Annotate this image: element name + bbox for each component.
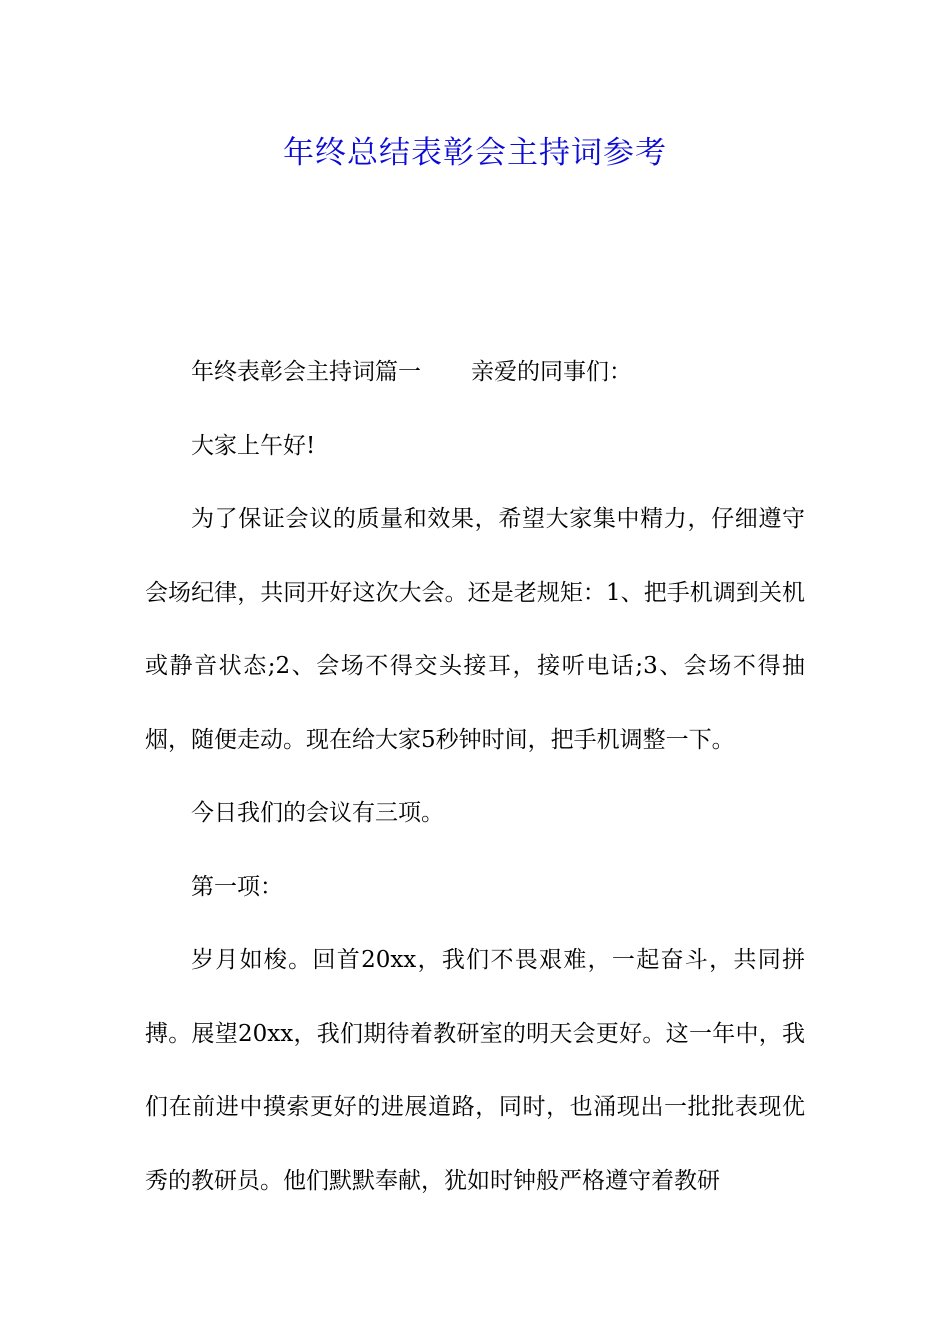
document-body — [145, 336, 805, 1218]
document-title: 年终总结表彰会主持词参考 — [283, 135, 667, 171]
section-heading: 年终表彰会主持词篇一 — [191, 359, 421, 385]
salutation: 亲爱的同事们： — [471, 359, 632, 385]
paragraph-item-one: 第一项： — [191, 873, 283, 900]
opening-line — [145, 336, 805, 410]
paragraph-rules: 为了保证会议的质量和效果，希望大家集中精力，仔细遵守会场纪律，共同开好这次大会。还是老规矩：1、把手机调到关机或静音状态;2、会场不得交头接耳，接听电话;3、会场不得抽烟，随便走动。现在给大家5秒钟时间，把手机调整一下。 — [145, 506, 805, 753]
paragraph-review: 岁月如梭。回首20xx，我们不畏艰难，一起奋斗，共同拼搏。展望20xx，我们期待着教研室的明天会更好。这一年中，我们在前进中摸索更好的进展道路，同时，也涌现出一批批表现优秀的教研员。他们默默奉献，犹如时钟般严格遵守着教研 — [145, 947, 805, 1194]
paragraph-agenda: 今日我们的会议有三项。 — [191, 800, 444, 826]
paragraph-greeting: 大家上午好! — [191, 432, 316, 459]
